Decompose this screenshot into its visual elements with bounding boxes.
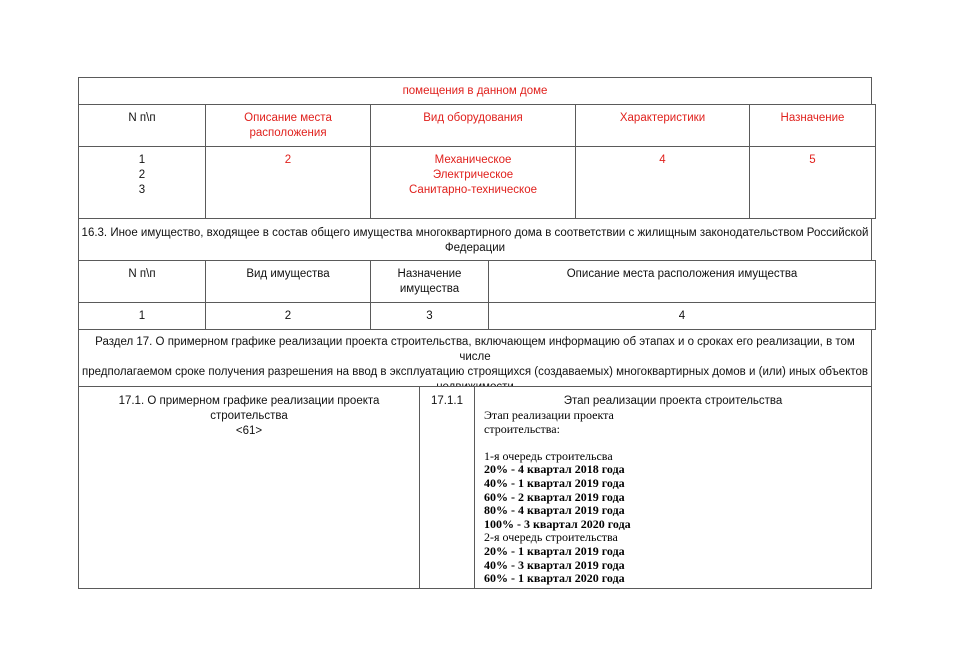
s163-row-kind-value: 2 [284, 310, 292, 322]
col-header-purpose-label: Назначение [780, 112, 845, 124]
stage-intro-line2: строительства: [484, 421, 560, 436]
stage-schedule [475, 409, 871, 586]
col-header-equipment [370, 104, 576, 147]
queue1-step-3: 60% - 2 квартал 2019 года [484, 489, 625, 504]
queue1-step-4: 80% - 4 квартал 2019 года [484, 503, 625, 518]
section-16-2-header-text: помещения в данном доме [402, 85, 548, 97]
queue2-step-3: 60% - 1 квартал 2020 года [484, 571, 625, 586]
s163-col-location [488, 260, 876, 303]
row-number-cell [78, 146, 206, 219]
row-location-cell [205, 146, 371, 219]
section-17-title-line1: Раздел 17. О примерном графике реализации проекта строительства, включающем информацию об этапах и о сроках его реализации, в том числе [95, 336, 855, 363]
s163-col-kind [205, 260, 371, 303]
row-purpose-value: 5 [809, 154, 816, 166]
s163-row-purpose-value: 3 [426, 310, 433, 322]
s163-col-number-label: N п\п [128, 268, 156, 280]
col-header-location [205, 104, 371, 147]
row-number-1: 1 [138, 154, 146, 166]
section-16-3-title-line1: 16.3. Иное имущество, входящее в состав общего имущества многоквартирного дома в соответствии с жилищным законодательством Российской [81, 227, 869, 239]
col-header-equipment-label: Вид оборудования [423, 112, 523, 124]
s163-col-kind-label: Вид имущества [246, 268, 330, 280]
item-17-1-label: 17.1. О примерном графике реализации проекта строительства [118, 395, 380, 422]
queue2-step-2: 40% - 3 квартал 2019 года [484, 557, 625, 572]
queue2-step-1: 20% - 1 квартал 2019 года [484, 543, 625, 558]
s163-col-number [78, 260, 206, 303]
row-equipment-cell [370, 146, 576, 219]
col-header-number-label: N п\п [128, 112, 156, 124]
s163-row-kind [205, 302, 371, 330]
s163-row-purpose [370, 302, 489, 330]
s163-row-number-value: 1 [138, 310, 146, 322]
equipment-electrical: Электрическое [432, 169, 514, 181]
col-header-characteristics-label: Характеристики [619, 112, 706, 124]
col-header-number [78, 104, 206, 147]
row-characteristics-cell [575, 146, 750, 219]
queue1-step-5: 100% - 3 квартал 2020 года [484, 516, 631, 531]
queue1-label: 1-я очередь строительсва [484, 448, 613, 463]
s163-col-purpose-label: Назначение имущества [397, 268, 462, 295]
item-17-1-label-cell [78, 386, 420, 589]
row-location-value: 2 [284, 154, 292, 166]
col-header-location-label: Описание места расположения [244, 112, 332, 139]
equipment-sanitary: Санитарно-техническое [408, 184, 537, 196]
stage-heading: Этап реализации проекта строительства [563, 395, 783, 407]
stage-cell [474, 386, 872, 589]
row-number-3: 3 [138, 184, 146, 196]
s163-col-location-label: Описание места расположения имущества [566, 268, 798, 280]
section-17-title [78, 329, 872, 387]
row-characteristics-value: 4 [659, 154, 666, 166]
s163-row-location [488, 302, 876, 330]
item-17-1-ref: <61> [235, 425, 263, 437]
queue2-label: 2-я очередь строительства [484, 530, 618, 545]
queue1-step-1: 20% - 4 квартал 2018 года [484, 462, 625, 477]
section-16-3-title [78, 218, 872, 261]
stage-intro-line1: Этап реализации проекта [484, 408, 614, 422]
col-header-purpose [749, 104, 876, 147]
s163-row-location-value: 4 [678, 310, 686, 322]
col-header-characteristics [575, 104, 750, 147]
item-17-1-1-code: 17.1.1 [431, 395, 463, 407]
section-16-2-header [78, 77, 872, 105]
section-17-title-line2: предполагаемом сроке получения разрешения на ввод в эксплуатацию строящихся (создаваемых) многоквартирных домов и (или) иных объектов [81, 366, 868, 378]
s163-col-purpose [370, 260, 489, 303]
equipment-mechanical: Механическое [434, 154, 512, 166]
section-16-3-title-line2: Федерации [444, 242, 506, 254]
row-purpose-cell [749, 146, 876, 219]
queue1-step-2: 40% - 1 квартал 2019 года [484, 475, 625, 490]
row-number-2: 2 [138, 169, 146, 181]
spacer [484, 436, 871, 450]
item-17-1-1-code-cell [419, 386, 475, 589]
s163-row-number [78, 302, 206, 330]
